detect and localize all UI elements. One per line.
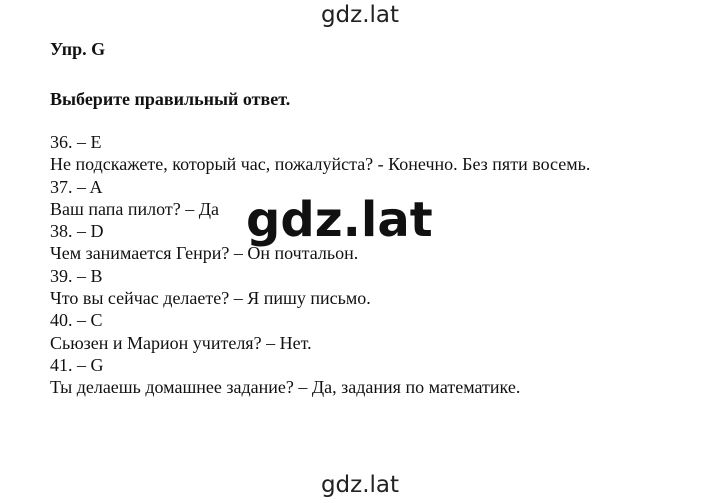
answer-text: Не подскажете, который час, пожалуйста? - Конечно. Без пяти восемь.	[50, 154, 591, 175]
answer-text: Ваш папа пилот? – Да	[50, 198, 219, 219]
answer-text: Чем занимается Генри? – Он почтальон.	[50, 243, 359, 264]
watermark-top: gdz.lat	[320, 2, 400, 28]
watermark-center: gdz.lat	[246, 192, 433, 248]
answer-text: Сьюзен и Марион учителя? – Нет.	[50, 332, 312, 353]
answer-number: 41. – G	[50, 354, 104, 375]
answer-text: Ты делаешь домашнее задание? – Да, задания по математике.	[50, 377, 521, 398]
answer-number: 37. – A	[50, 176, 103, 197]
answer-text: Что вы сейчас делаете? – Я пишу письмо.	[50, 288, 371, 309]
answer-number: 38. – D	[50, 221, 104, 242]
answer-number: 39. – B	[50, 265, 103, 286]
watermark-bottom: gdz.lat	[320, 472, 400, 498]
answer-number: 36. – E	[50, 132, 102, 152]
instruction-text: Выберите правильный ответ.	[50, 89, 291, 109]
answer-list	[50, 131, 690, 399]
exercise-title: Упр. G	[50, 39, 106, 59]
answer-number: 40. – C	[50, 310, 103, 331]
